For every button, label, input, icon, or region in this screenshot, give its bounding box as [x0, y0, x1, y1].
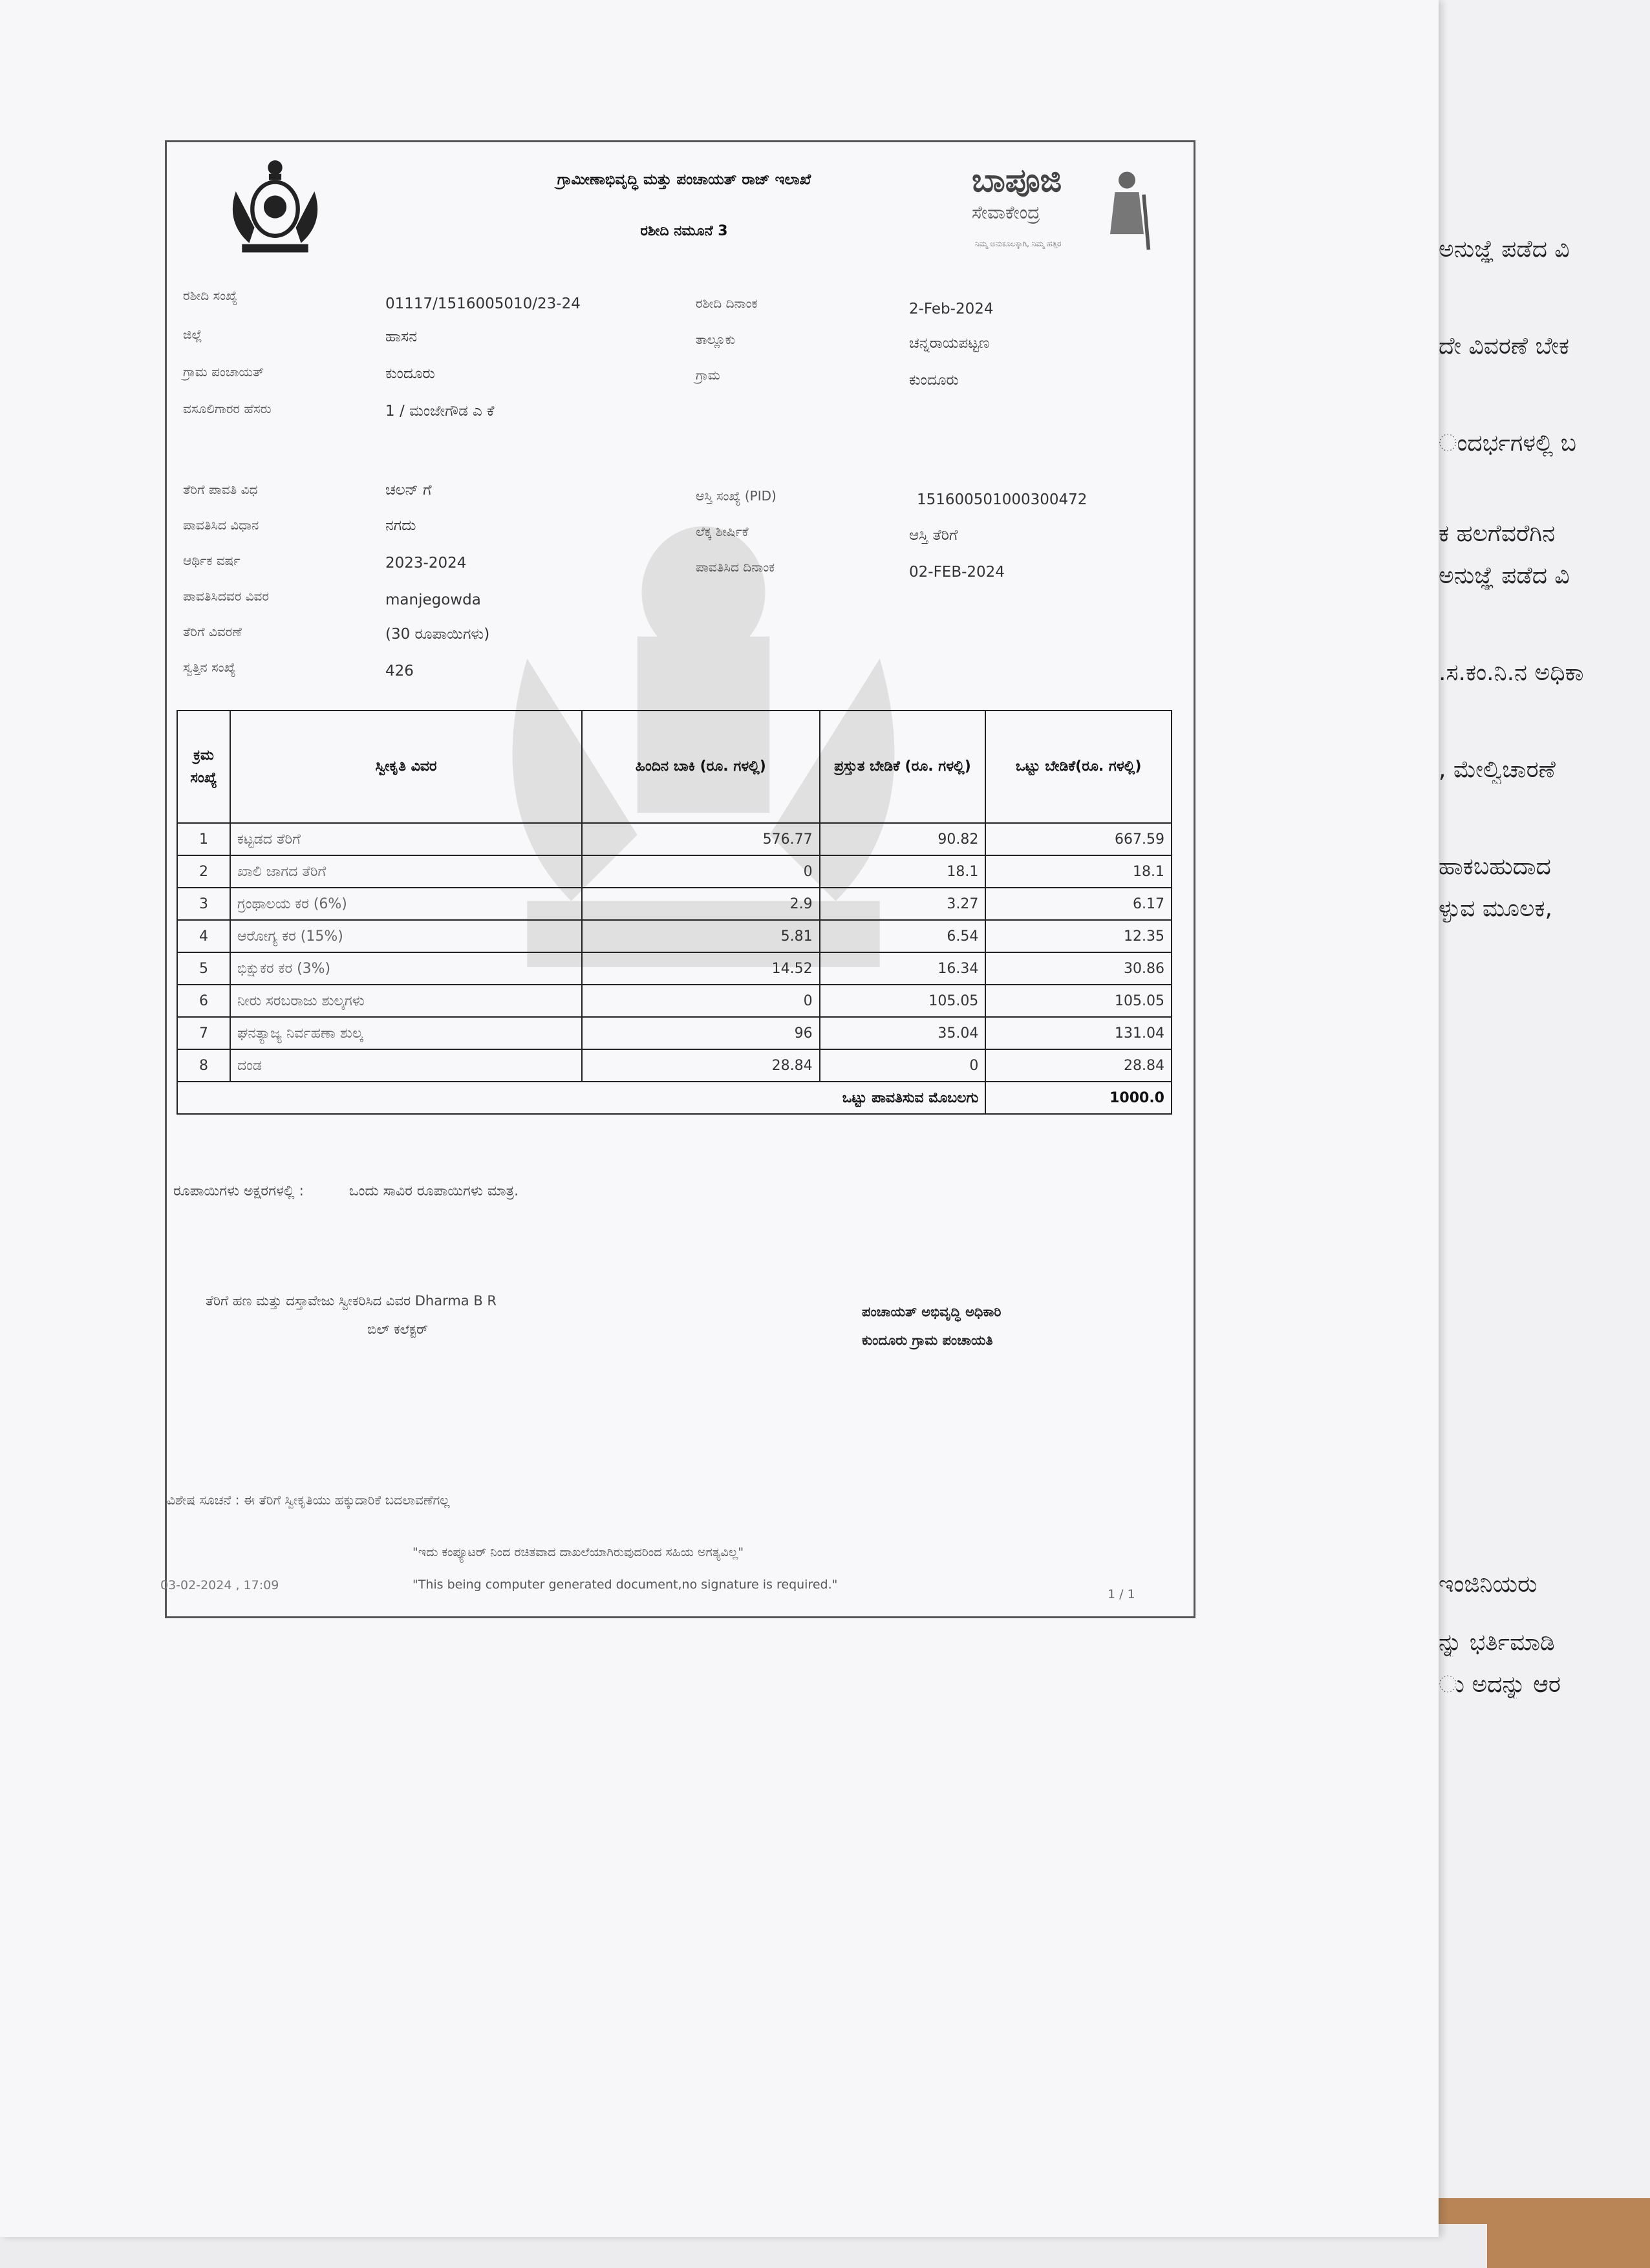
- payer-label: ಪಾವತಿಸಿದವರ ವಿವರ: [183, 588, 269, 604]
- payment-mode-label: ಪಾವತಿಸಿದ ವಿಧಾನ: [183, 517, 259, 533]
- survey-no: 426: [385, 663, 414, 679]
- back-page-line: ಳ್ಳುವ ಮೂಲಕ,: [1439, 895, 1552, 922]
- row-total: 12.35: [985, 920, 1172, 952]
- row-sn: 3: [177, 888, 230, 920]
- row-sn: 5: [177, 952, 230, 985]
- table-row: [177, 952, 1172, 985]
- back-page-line: ಅನುಜ್ಞೆ ಪಡೆದ ವಿ: [1439, 236, 1570, 262]
- state-emblem-icon: [222, 155, 328, 259]
- row-desc: ಗ್ರಂಥಾಲಯ ಕರ (6%): [230, 888, 582, 920]
- gp: ಕುಂದೂರು: [385, 365, 435, 382]
- receipt-date-label: ರಶೀದಿ ದಿನಾಂಕ: [696, 295, 758, 311]
- col-header-prev: ಹಿಂದಿನ ಬಾಕಿ (ರೂ. ಗಳಲ್ಲಿ): [582, 711, 820, 823]
- bapuji-logo: [972, 162, 1166, 265]
- district: ಹಾಸನ: [385, 328, 418, 345]
- row-sn: 8: [177, 1049, 230, 1082]
- survey-label: ಸ್ವತ್ತಿನ ಸಂಖ್ಯೆ: [183, 659, 236, 675]
- row-desc: ದಂಡ: [230, 1049, 582, 1082]
- row-sn: 2: [177, 855, 230, 888]
- row-sn: 1: [177, 823, 230, 855]
- bill-collector-label: ವಸೂಲಿಗಾರರ ಹೆಸರು: [183, 401, 272, 416]
- row-prev: 5.81: [582, 920, 820, 952]
- row-total: 30.86: [985, 952, 1172, 985]
- row-curr: 35.04: [820, 1017, 986, 1049]
- footer-page-number: 1 / 1: [1108, 1587, 1135, 1601]
- row-total: 6.17: [985, 888, 1172, 920]
- row-desc: ಘನತ್ಯಾಜ್ಯ ನಿರ್ವಹಣಾ ಶುಲ್ಕ: [230, 1017, 582, 1049]
- row-sn: 7: [177, 1017, 230, 1049]
- table-row: [177, 1049, 1172, 1082]
- gp-label: ಗ್ರಾಮ ಪಂಚಾಯತ್: [183, 364, 264, 380]
- row-total: 18.1: [985, 855, 1172, 888]
- amount-words-value: ಒಂದು ಸಾವಿರ ರೂಪಾಯಿಗಳು ಮಾತ್ರ.: [348, 1183, 519, 1199]
- col-header-sn: ಕ್ರಮ ಸಂಖ್ಯೆ: [177, 711, 230, 823]
- row-curr: 18.1: [820, 855, 986, 888]
- gandhi-figure-icon: [1101, 168, 1153, 252]
- row-curr: 90.82: [820, 823, 986, 855]
- revenue-head-label: ಲೆಕ್ಕ ಶೀರ್ಷಿಕೆ: [696, 524, 749, 539]
- back-page: [1429, 0, 1650, 2198]
- table-row: [177, 888, 1172, 920]
- collection-type: ಚಲನ್ ಗೆ: [385, 482, 432, 498]
- row-curr: 16.34: [820, 952, 986, 985]
- logo-subtitle: ಸೇವಾಕೇಂದ್ರ: [972, 202, 1040, 223]
- receipt-no: 01117/1516005010/23-24: [385, 295, 581, 312]
- row-curr: 105.05: [820, 985, 986, 1017]
- amount-words-label: ರೂಪಾಯಿಗಳು ಅಕ್ಷರಗಳಲ್ಲಿ :: [173, 1183, 304, 1199]
- pdo-signature-line2: ಕುಂದೂರು ಗ್ರಾಮ ಪಂಚಾಯತಿ: [862, 1332, 993, 1349]
- table-row: [177, 855, 1172, 888]
- back-page-line: ಅನುಜ್ಞೆ ಪಡೆದ ವಿ: [1439, 562, 1570, 589]
- pid: 151600501000300472: [917, 491, 1088, 508]
- logo-title: ಬಾಪೂಜಿ: [972, 162, 1062, 199]
- back-page-line: ಹಾಕಬಹುದಾದ: [1439, 853, 1551, 880]
- row-total: 667.59: [985, 823, 1172, 855]
- paid-date-label: ಪಾವತಿಸಿದ ದಿನಾಂಕ: [696, 559, 775, 575]
- back-page-line: .ಸ.ಕಂ.ನಿ.ನ ಅಧಿಕಾ: [1439, 659, 1584, 686]
- receipt-date: 2-Feb-2024: [909, 301, 994, 317]
- department-title: ಗ್ರಾಮೀಣಾಭಿವೃದ್ಧಿ ಮತ್ತು ಪಂಚಾಯತ್ ರಾಜ್ ಇಲಾಖೆ: [557, 171, 811, 188]
- total-label: ಒಟ್ಟು ಪಾವತಿಸುವ ಮೊಬಲಗು: [177, 1082, 985, 1114]
- row-prev: 576.77: [582, 823, 820, 855]
- pdo-signature-block: [862, 1298, 1001, 1354]
- village: ಕುಂದೂರು: [909, 372, 959, 389]
- row-sn: 6: [177, 985, 230, 1017]
- table-row: [177, 920, 1172, 952]
- table-row: [177, 985, 1172, 1017]
- pid-label: ಆಸ್ತಿ ಸಂಖ್ಯೆ (PID): [696, 488, 777, 504]
- village-label: ಗ್ರಾಮ: [696, 367, 720, 383]
- tax-amount: (30 ರೂಪಾಯಿಗಳು): [385, 626, 490, 643]
- back-page-line: ದೇ ವಿವರಣೆ ಬೇಕ: [1439, 333, 1570, 359]
- bill-collector: 1 / ಮಂಜೇಗೌಡ ಎ ಕೆ: [385, 403, 495, 420]
- back-page-line: ು ಅದನ್ನು ಆರ: [1439, 1671, 1561, 1698]
- amount-in-words: [173, 1183, 519, 1199]
- row-curr: 3.27: [820, 888, 986, 920]
- fin-year-label: ಆರ್ಥಿಕ ವರ್ಷ: [183, 553, 241, 568]
- collector-signature-block: [206, 1287, 497, 1343]
- row-desc: ಖಾಲಿ ಜಾಗದ ತೆರಿಗೆ: [230, 855, 582, 888]
- payer: manjegowda: [385, 592, 481, 608]
- payment-mode: ನಗದು: [385, 517, 416, 534]
- table-row: [177, 823, 1172, 855]
- row-curr: 6.54: [820, 920, 986, 952]
- row-prev: 2.9: [582, 888, 820, 920]
- row-prev: 0: [582, 855, 820, 888]
- district-label: ಜಿಲ್ಲೆ: [183, 326, 202, 342]
- col-header-curr: ಪ್ರಸ್ತುತ ಬೇಡಿಕೆ (ರೂ. ಗಳಲ್ಲಿ): [820, 711, 986, 823]
- col-header-desc: ಸ್ವೀಕೃತಿ ವಿವರ: [230, 711, 582, 823]
- form-title: ರಶೀದಿ ನಮೂನೆ 3: [640, 223, 728, 239]
- row-total: 28.84: [985, 1049, 1172, 1082]
- paid-date: 02-FEB-2024: [909, 564, 1005, 581]
- row-total: 105.05: [985, 985, 1172, 1017]
- back-page-line: ಕ ಹಲಗೆವರೆಗಿನ: [1439, 520, 1556, 547]
- row-total: 131.04: [985, 1017, 1172, 1049]
- table-total-row: [177, 1082, 1172, 1114]
- footer-note: ವಿಶೇಷ ಸೂಚನೆ : ಈ ತೆರಿಗೆ ಸ್ವೀಕೃತಿಯು ಹಕ್ಕುದಾರಿಕೆ ಬದಲಾವಣೆಗಲ್ಲ: [167, 1492, 450, 1508]
- table-header-row: [177, 711, 1172, 823]
- back-page-line: ಇಂಜಿನಿಯರು: [1439, 1571, 1538, 1598]
- logo-tagline: ನಿಮ್ಮ ಅನುಕೂಲಕ್ಕಾಗಿ, ನಿಮ್ಮ ಹತ್ತಿರ: [975, 239, 1062, 248]
- row-curr: 0: [820, 1049, 986, 1082]
- footer-english-notice: "This being computer generated document,no signature is required.": [412, 1578, 838, 1592]
- back-page-line: ನ್ನು ಭರ್ತಿಮಾಡಿ: [1439, 1629, 1555, 1656]
- collector-signature-line1: ತೆರಿಗೆ ಹಣ ಮತ್ತು ದಸ್ತಾವೇಜು ಸ್ವೀಕರಿಸಿದ ವಿವರ Dharma B R: [206, 1293, 497, 1309]
- table-row: [177, 1017, 1172, 1049]
- row-prev: 28.84: [582, 1049, 820, 1082]
- taluk: ಚನ್ನರಾಯಪಟ್ಟಣ: [909, 335, 990, 352]
- row-prev: 0: [582, 985, 820, 1017]
- fin-year: 2023-2024: [385, 555, 467, 572]
- receipt-form: [160, 140, 1195, 1618]
- row-desc: ಆರೋಗ್ಯ ಕರ (15%): [230, 920, 582, 952]
- receipt-table: [177, 710, 1172, 1115]
- collector-signature-line2: ಬಿಲ್ ಕಲೆಕ್ಟರ್: [367, 1321, 428, 1338]
- footer-datetime: 03-02-2024 , 17:09: [160, 1578, 279, 1592]
- footer-kannada-notice: "ಇದು ಕಂಪ್ಯೂಟರ್ ನಿಂದ ರಚಿತವಾದ ದಾಖಲೆಯಾಗಿರುವುದರಿಂದ ಸಹಿಯ ಅಗತ್ಯವಿಲ್ಲ": [412, 1545, 744, 1559]
- row-desc: ಭಿಕ್ಷುಕರ ಕರ (3%): [230, 952, 582, 985]
- back-page-line: ಂದರ್ಭಗಳಲ್ಲಿ ಬ: [1439, 430, 1576, 456]
- row-prev: 14.52: [582, 952, 820, 985]
- collection-type-label: ತೆರಿಗೆ ಪಾವತಿ ವಿಧ: [183, 482, 258, 497]
- back-page-line: , ಮೇಲ್ವಿಚಾರಣೆ: [1439, 756, 1556, 783]
- row-sn: 4: [177, 920, 230, 952]
- row-desc: ಕಟ್ಟಡದ ತೆರಿಗೆ: [230, 823, 582, 855]
- row-prev: 96: [582, 1017, 820, 1049]
- total-value: 1000.0: [985, 1082, 1172, 1114]
- pdo-signature-line1: ಪಂಚಾಯತ್ ಅಭಿವೃದ್ಧಿ ಅಧಿಕಾರಿ: [862, 1304, 1002, 1320]
- tax-amount-label: ತೆರಿಗೆ ವಿವರಣೆ: [183, 624, 242, 639]
- col-header-total: ಒಟ್ಟು ಬೇಡಿಕೆ(ರೂ. ಗಳಲ್ಲಿ): [985, 711, 1172, 823]
- taluk-label: ತಾಲ್ಲೂಕು: [696, 332, 736, 347]
- receipt-no-label: ರಶೀದಿ ಸಂಖ್ಯೆ: [183, 288, 238, 303]
- row-desc: ನೀರು ಸರಬರಾಜು ಶುಲ್ಕಗಳು: [230, 985, 582, 1017]
- revenue-head: ಆಸ್ತಿ ತೆರಿಗೆ: [909, 527, 958, 544]
